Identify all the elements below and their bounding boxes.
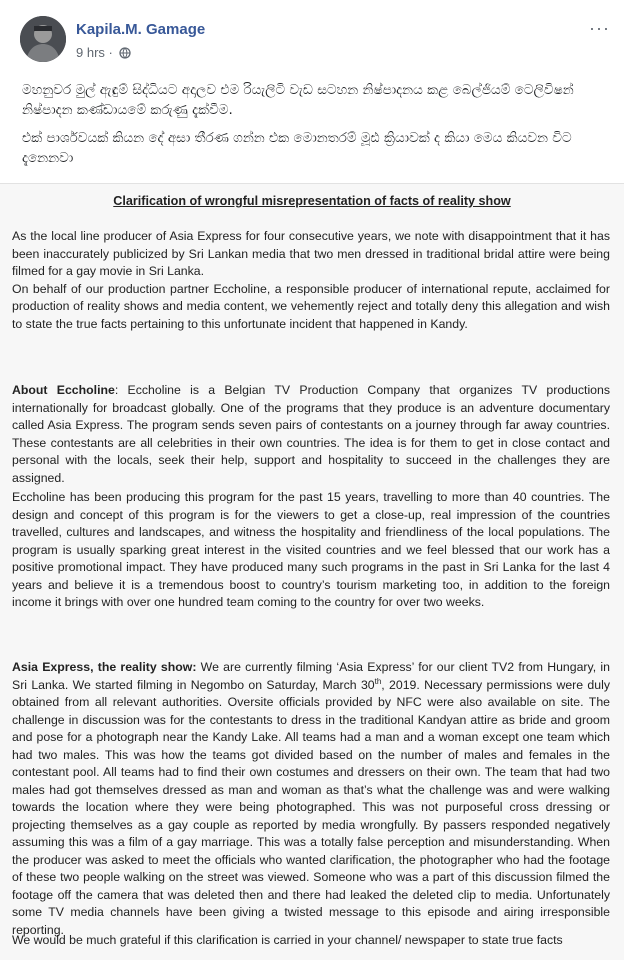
globe-icon[interactable]	[119, 47, 131, 62]
document-title: Clarification of wrongful misrepresentation of facts of reality show	[113, 194, 511, 208]
more-options-icon[interactable]: ···	[589, 18, 610, 38]
avatar-photo-icon	[20, 16, 66, 62]
paragraph-1-text: As the local line producer of Asia Express for four consecutive years, we note with disappointment that it has been inaccurately publicized by Sri Lankan media that two men dressed in traditional bridal attire were being filmed for a gay movie in Sri Lanka.	[12, 229, 610, 278]
post-meta	[76, 45, 131, 62]
paragraph-2-text: : Eccholine is a Belgian TV Production Company that organizes TV productions internationally for broadcast globally. One of the programs that they produce is an adventure documentary called Asia Express. The program sends seven pairs of contestants on a journey through far away countries. These contestants are all celebrities in their own countries. The idea is for them to get in close contact and personal with the locals, seek their help, support and hospitality to succeed in the challenges they are assigned.	[12, 383, 610, 485]
meta-separator: ·	[108, 45, 113, 60]
document-paragraph-2	[12, 382, 610, 487]
post-text-line-2: එක් පාර්ශවයක් කියන දේ අසා තීරණ ගන්න එක මොනතරම් මූඪ ක්‍රියාවක් ද කියා මෙය කියවන විට දැනෙනවා	[22, 130, 572, 166]
paragraph-4-text-a: We are currently filming ‘Asia Express’ for our client TV2 from Hungary, in Sri Lanka. We started filming in Negombo on Saturday, March 30	[12, 660, 610, 692]
document-paragraph-4	[12, 659, 610, 939]
paragraph-4-sup: th	[374, 676, 382, 686]
paragraph-4-text-b: , 2019. Necessary permissions were duly obtained from all relevant authorities. Oversite officials provided by NFC were also available on site. The challenge in discussion was for the contestants to dress in the traditional Kandyan attire as bride and groom and pose for a photograph near the Kandy Lake. All teams had a man and a woman except one team which had two males. This was how the teams got divided based on the number of males and females in the contestant pool. All teams had to find their own costumes and dressers on their own. The team that had two males had got themselves dressed as man and woman as that’s what the challenge was and were walking towards the location where they were being photographed. This was not purposeful cross dressing or projecting themselves as a gay couple as reported by media wrongfully. By passers responded negatively assuming this was a film of a gay marriage. This was a totally false perception and misunderstanding. When the producer was asked to meet the officials who wanted clarification, the photographer who had the footage of these two people walking on the street was viewed. Someone who was a part of this discussion filmed the footage off the camera that was deleted then and there had leaked the deleted clip to media. Unfortunately some TV media channels have been giving a twisted message to this episode and airing irresponsible reporting.	[12, 677, 610, 937]
paragraph-2-label: About Eccholine	[12, 383, 115, 397]
avatar[interactable]	[20, 16, 66, 62]
post-header	[14, 12, 610, 72]
post-time[interactable]: 9 hrs	[76, 45, 105, 60]
paragraph-1b-text: On behalf of our production partner Eccholine, a responsible producer of international repute, acclaimed for production of reality shows and media content, we vehemently reject and totally deny this allegation and wish to state the true facts pertaining to this unfortunate incident that happened in Kandy.	[12, 281, 610, 331]
document-paragraph-5: We would be much grateful if this clarification is carried in your channel/ newspaper to state true facts	[12, 933, 563, 947]
document-paragraph-3: Eccholine has been producing this program for the past 15 years, travelling to more than 40 countries. The design and concept of this program is for the viewers to get a close-up, real impression of the countries travelled, cultures and landscapes, and witness the hospitality and friendliness of the local populations. The program is usually sparking great interest in the visited countries and we feel blessed that our work has a positive promotional impact. They have produced many such programs in the past in Sri Lanka for the last 4 years and believe it is a tremendous boost to country’s tourism marketing too, in addition to the foreign income it brings with over one hundred team coming to the country for over two weeks.	[12, 490, 610, 609]
document-paragraph-1	[12, 228, 610, 333]
post-text-line-1: මහනුවර මුල් ඇඳුම් සිද්ධියට අදාලව එම රියැලිටි වැඩ සටහන නිෂ්පාදනය කළ බෙල්ජියම් ටෙලිවිෂන් නිෂ්පාදන කණ්ඩායමේ කරුණු දැක්වීම.	[22, 82, 574, 118]
attached-document-image[interactable]	[0, 183, 624, 960]
author-name[interactable]: Kapila.M. Gamage	[76, 21, 206, 38]
paragraph-4-label: Asia Express, the reality show:	[12, 660, 197, 674]
